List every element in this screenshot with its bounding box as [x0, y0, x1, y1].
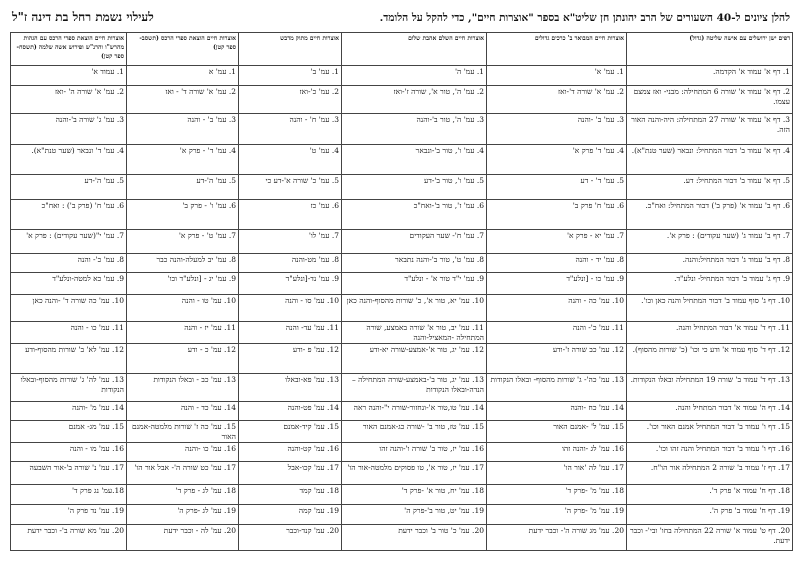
table-cell: 20. דף ט' עמוד א' שורה 22 המתחילה בחו' ובי'- וכבר ידעת.	[627, 525, 793, 551]
table-cell: 7. עמ' י"(שער עקודים) : פרק א'	[11, 230, 127, 254]
table-header-row	[11, 33, 793, 66]
table-cell: 5. עמ' ו', טור ב'-דע	[342, 175, 487, 200]
table-cell: 16. עמ' כו -והנה	[127, 443, 239, 462]
table-cell: 4. עמ' ו', טור ב'-ונבאר	[342, 145, 487, 175]
table-cell: 17. עמ' לה 'אור הו'	[487, 462, 627, 485]
table-cell: 2. עמ' ה', טור א', שורה ז'-ואז	[342, 86, 487, 114]
dedication-title: לעילוי נשמת רחל בת דינה ז"ל	[12, 10, 154, 24]
table-cell: 1. עמ' א'	[487, 66, 627, 86]
table-cell: 15. דף ו' עמוד ב' דבור המתחיל אמנם האור וכו'.	[627, 421, 793, 443]
table-cell: 8. עמ' יב למעלה-והנה כבר	[127, 254, 239, 273]
table-cell: 16. דף ו' עמוד ב' דבור המתחיל והנה זהו וכו'.	[627, 443, 793, 462]
table-cell: 8. עמ' יד - והנה	[487, 254, 627, 273]
table-row	[11, 230, 793, 254]
table-cell: 4. דף א' עמוד ב' דבור המתחיל: ונבאר (שער טנת"א).	[627, 145, 793, 175]
table-cell: 5. עמ' ד' - דע	[487, 175, 627, 200]
table-cell: 8. עמ' מט-והנה	[239, 254, 342, 273]
table-cell: 15. עמ' מג- אמנם	[11, 421, 127, 443]
table-cell: 17. דף ז' עמוד ב' שורה 2 המתחילה אור הו"ח.	[627, 462, 793, 485]
table-cell: 18. עמ' מ' -פרק ד'	[487, 485, 627, 505]
table-cell: 9. עמ' י"ד טור א' - ונלע"ד	[342, 273, 487, 295]
table-cell: 19. עמ' נד פרק ה'	[11, 505, 127, 525]
table-cell: 4. עמ' ט'	[239, 145, 342, 175]
table-row	[11, 254, 793, 273]
sources-table	[10, 32, 793, 551]
table-cell: 13. דף ד' עמוד ב' שורה 19 המתחילה ובאלו הנקודות.	[627, 374, 793, 402]
table-cell: 11. עמ' כ'- והנה	[487, 322, 627, 344]
table-cell: 13. עמ' יג, טור ב'-באמצע-שורה המתחילה – הנדה-ובאלו הנקודות	[342, 374, 487, 402]
table-cell: 7. עמ' יא - פרק א'	[487, 230, 627, 254]
table-cell: 12. דף ד' סוף עמוד א' ודע כי וכו' (כ' שורות מהסוף).	[627, 344, 793, 374]
table-cell: 14. דף ה' עמוד א' דבור המתחיל והנה.	[627, 402, 793, 421]
table-cell: 13. עמ' כה'- ג' שורות מהסוף- ובאלו הנקודות	[487, 374, 627, 402]
table-row	[11, 200, 793, 230]
table-cell: 14. עמ' כד - והנה	[127, 402, 239, 421]
table-cell: 20. עמ' מא שורה ב'- וכבר ידעת	[11, 525, 127, 551]
table-cell: 1. דף א' עמוד א' הקדמה.	[627, 66, 793, 86]
table-cell: 1. עמוד א'	[11, 66, 127, 86]
table-cell: 15. עמ' טז, טור ב' -שורה כג-אמנם האור	[342, 421, 487, 443]
table-cell: 2. עמ' א' שורה ד' - ואז	[127, 86, 239, 114]
table-cell: 3. עמ' ח' - והנה	[239, 114, 342, 145]
table-cell: 14. עמ' כח -והנה	[487, 402, 627, 421]
table-cell: 8. עמ' ט', טור ב'-והנה נתבאר	[342, 254, 487, 273]
table-cell: 19. עמ' לג -פרק ה'	[127, 505, 239, 525]
table-cell: 1. עמ' א	[127, 66, 239, 86]
table-cell: 6. עמ' ח' (פרק ב') : ואח"כ	[11, 200, 127, 230]
column-header: אוצרות חיים מתוק מדבש	[239, 33, 342, 66]
column-header: אוצרות חיים המבואר ב' כרכים גדולים	[487, 33, 627, 66]
table-cell: 20. עמ' קנד-וכבר	[239, 525, 342, 551]
table-cell: 12. עמ' יג, טור א'-אמצע-שורה יא-ודע	[342, 344, 487, 374]
table-cell: 4. עמ' ד' ונבאר (שער טנת"א).	[11, 145, 127, 175]
table-cell: 10. עמ' יא, טור א', כ' שורות מהסוף-והנה כאן	[342, 295, 487, 322]
table-row	[11, 402, 793, 421]
table-cell: 2. עמ' כ'-ואז	[239, 86, 342, 114]
table-cell: 17. עמ' נ' שורה ב'-אור השבעה	[11, 462, 127, 485]
table-cell: 11. עמ' כו - והנה	[11, 322, 127, 344]
table-cell: 7. עמ' לו'	[239, 230, 342, 254]
table-row	[11, 374, 793, 402]
page-header	[12, 10, 790, 28]
table-cell: 18. עמ' קמד	[239, 485, 342, 505]
table-cell: 10. עמ' כה שורה ד' -והנה כאן	[11, 295, 127, 322]
table-cell: 13. עמ' לה' ג' שורות מהסוף-ובאלו הנקודות	[11, 374, 127, 402]
table-cell: 11. עמ' יז - והנה	[127, 322, 239, 344]
table-cell: 20. עמ' מג שורה ה'- וכבר ידעת	[487, 525, 627, 551]
table-cell: 14. עמ' פט-והנה	[239, 402, 342, 421]
table-cell: 8. עמ' כ'- והנה	[11, 254, 127, 273]
table-cell: 3. עמ' ב' - והנה	[127, 114, 239, 145]
table-cell: 19. עמ' יט, טור ב'-פרק ה'	[342, 505, 487, 525]
table-cell: 9. עמ' כא למטה-ונלע"ד	[11, 273, 127, 295]
table-cell: 3. עמ' ה', טור ב'-והנה	[342, 114, 487, 145]
table-cell: 9. עמ' נד-[ונלע"ד	[239, 273, 342, 295]
table-row	[11, 145, 793, 175]
table-cell: 4. עמ' ד' - פרק א'	[127, 145, 239, 175]
table-cell: 9. דף ג' עמוד ב' דבור המתחיל- ונלע"ד.	[627, 273, 793, 295]
table-cell: 5. עמ' ה'-דע	[11, 175, 127, 200]
table-cell: 19. עמ' קמה	[239, 505, 342, 525]
table-cell: 7. עמ' ט' - פרק א'	[127, 230, 239, 254]
table-cell: 10. עמ' טו - והנה	[127, 295, 239, 322]
table-cell: 19. דף ח' עמוד ב' פרק ה'.	[627, 505, 793, 525]
table-cell: 19. עמ' מ' -פרק ה'	[487, 505, 627, 525]
table-cell: 3. דף א' עמוד א' שורה 27 המתחילה: היה-והנה האור הזה.	[627, 114, 793, 145]
table-row	[11, 66, 793, 86]
table-cell: 20. עמ' לה - וכבר ידעת	[127, 525, 239, 551]
table-row	[11, 421, 793, 443]
table-cell: 9. עמ' יג - [ונלע"ד וכו'	[127, 273, 239, 295]
table-cell: 12. עמ' כ - ודע	[127, 344, 239, 374]
table-row	[11, 322, 793, 344]
table-cell: 1. עמ' ה'	[342, 66, 487, 86]
table-cell: 7. דף ב' עמוד ג' (שער עקודים) : פרק א'.	[627, 230, 793, 254]
table-cell: 5. עמ' ה'-דע	[127, 175, 239, 200]
table-cell: 16. עמ' קט-והנה	[239, 443, 342, 462]
table-cell: 12. עמ' פ -ודע	[239, 344, 342, 374]
table-cell: 8. דף ב' עמוד ג' דבור המתחיל:והנה.	[627, 254, 793, 273]
table-cell: 16. עמ' יז, טור ב' שורה ו'-והנה זהו	[342, 443, 487, 462]
column-header: אוצרות חיים הוצאת ספרי הרכס עם הגהות מהרש"ו והרנ"ש ופירוש אשה שלמה (תשסח- ספר קטן)	[11, 33, 127, 66]
table-cell: 6. עמ' כז	[239, 200, 342, 230]
table-cell: 13. עמ' פא-ובאלו	[239, 374, 342, 402]
table-cell: 5. דף א' עמוד ב' דבור המתחיל: דע.	[627, 175, 793, 200]
table-cell: 6. עמ' ז', טור ב'-ואח"כ	[342, 200, 487, 230]
table-cell: 17. עמ' קכו-אבל	[239, 462, 342, 485]
table-cell: 15. עמ' כה ז' שורות מלמטה-אמנם האור	[127, 421, 239, 443]
table-cell: 6. עמ' ח' פרק ב'	[487, 200, 627, 230]
table-cell: 3. עמ' ב' -והנה	[487, 114, 627, 145]
table-row	[11, 114, 793, 145]
table-cell: 7. עמ' ח'- שער העקודים	[342, 230, 487, 254]
table-cell: 2. עמ' א' שורה ד'-ואז	[487, 86, 627, 114]
column-header: אוצרות חיים הוצאת ספרי הרכס (תשסב- ספר קטן)	[127, 33, 239, 66]
table-cell: 11. עמ' עד- והנה	[239, 322, 342, 344]
table-row	[11, 273, 793, 295]
table-cell: 2. עמ' א' שורה ה' -ואז	[11, 86, 127, 114]
table-cell: 10. דף ג' סוף עמוד ב' דבור המתחיל והנה כאן וכו'.	[627, 295, 793, 322]
table-cell: 1. עמ' ב'	[239, 66, 342, 86]
table-cell: 14. עמ' מ' -והנה	[11, 402, 127, 421]
table-body	[11, 66, 793, 551]
table-row	[11, 344, 793, 374]
table-cell: 16. עמ' לג -והנה זהו	[487, 443, 627, 462]
table-cell: 6. דף ב' עמוד א' (פרק ב') דבור המתחיל: ואח"כ.	[627, 200, 793, 230]
table-cell: 15. עמ' קיד-אמנם	[239, 421, 342, 443]
column-header: אוצרות חיים השלם אהבת שלום	[342, 33, 487, 66]
table-row	[11, 443, 793, 462]
table-cell: 18. עמ' לג - פרק ד'	[127, 485, 239, 505]
table-row	[11, 505, 793, 525]
table-cell: 10. עמ' סו - והנה	[239, 295, 342, 322]
table-cell: 17. עמ' יז, טור א', טו פסוקים מלמטה-אור הו'	[342, 462, 487, 485]
table-row	[11, 175, 793, 200]
table-row	[11, 525, 793, 551]
table-cell: 14. עמ' טו,טור א'-ונחזור-שורה י"-והנה ראה	[342, 402, 487, 421]
table-cell: 18.עמ' נג פרק ד'	[11, 485, 127, 505]
table-cell: 3. עמ' ג' שורה ב'-והנה	[11, 114, 127, 145]
column-header: דפים ישן ירושלים עם אישה שליטה (גדול)	[627, 33, 793, 66]
table-cell: 6. עמ' ו' - פרק ב'	[127, 200, 239, 230]
table-cell: 15. עמ' ל' -אמנם האור	[487, 421, 627, 443]
table-cell: 11. דף ד' עמוד א' דבור המתחיל והנה.	[627, 322, 793, 344]
table-cell: 20. עמ' כ' טור ב' וכבר ידעת	[342, 525, 487, 551]
table-cell: 12. עמ' כב שורה ז'-ודע	[487, 344, 627, 374]
table-cell: 9. עמ' כו - [ונלע"ד	[487, 273, 627, 295]
table-cell: 18. דף ח' עמוד א' פרק ד'.	[627, 485, 793, 505]
page-title: להלן ציונים ל-40 השעורים של הרב יהונתן חן שליט"א בספר "אוצרות חיים", כדי להקל על הלומד.	[379, 12, 790, 24]
table-row	[11, 295, 793, 322]
table-row	[11, 86, 793, 114]
table-cell: 10. עמ' כה - והנה	[487, 295, 627, 322]
table-cell: 16. עמ' מו - והנה	[11, 443, 127, 462]
table-cell: 5. עמ' כ' שורה א'-דע כי	[239, 175, 342, 200]
table-cell: 18. עמ' יח, טור א' -פרק ד'	[342, 485, 487, 505]
table-row	[11, 485, 793, 505]
table-row	[11, 462, 793, 485]
table-cell: 12. עמ' לא' ב' שורות מהסוף-ודע	[11, 344, 127, 374]
table-cell: 2. דף א' עמוד א' שורה 6 המתחילה: מבני- ואז צמצם עצמו.	[627, 86, 793, 114]
table-cell: 17. עמ' כט שורה ה'- אבל אור הו'	[127, 462, 239, 485]
table-cell: 11. עמ' יב, טור א' שורה באמצע, שורה המתחילה -המאציל-והנה	[342, 322, 487, 344]
table-cell: 4. עמ' ד' פרק א'	[487, 145, 627, 175]
table-cell: 13. עמ' כב - ובאלו הנקודות	[127, 374, 239, 402]
